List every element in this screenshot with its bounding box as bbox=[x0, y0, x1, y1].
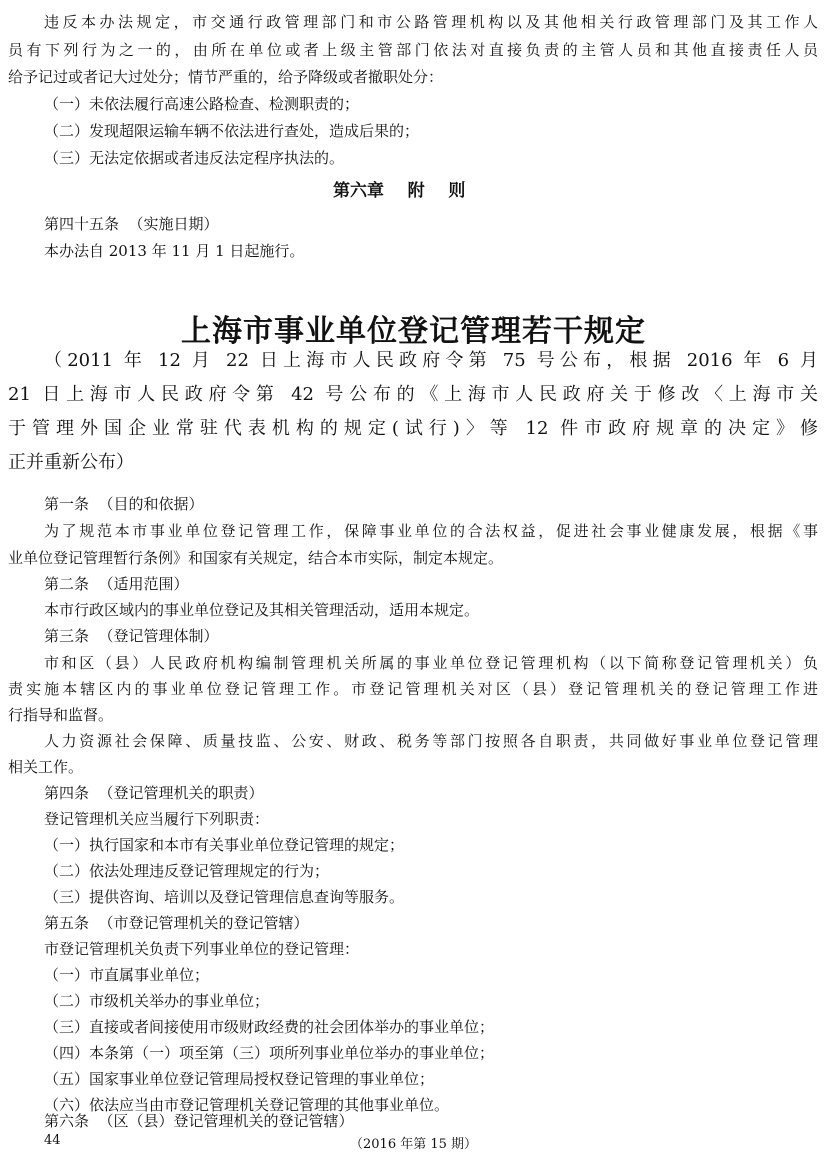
article-5-item-3: （三）直接或者间接使用市级财政经费的社会团体举办的事业单位； bbox=[44, 1018, 495, 1036]
issue-label: （2016 年第 15 期） bbox=[350, 1137, 478, 1152]
article-4-text: 登记管理机关应当履行下列职责： bbox=[44, 810, 270, 828]
article-5-heading: 第五条 （市登记管理机关的登记管辖） bbox=[44, 914, 309, 932]
article-3-text-4: 人力资源社会保障、质量技监、公安、财政、税务等部门按照各自职责，共同做好事业单位登记管理 bbox=[44, 732, 818, 750]
article-1-text-1: 为了规范本市事业单位登记管理工作，保障事业单位的合法权益，促进社会事业健康发展，根据《事 bbox=[44, 522, 818, 540]
article-45-heading: 第四十五条 （实施日期） bbox=[44, 215, 219, 233]
article-45-text: 本办法自 2013 年 11 月 1 日起施行。 bbox=[44, 242, 305, 260]
article-5-item-6: （六）依法应当由市登记管理机关登记管理的其他事业单位。 bbox=[44, 1096, 450, 1114]
article-4-item-3: （三）提供咨询、培训以及登记管理信息查询等服务。 bbox=[44, 888, 405, 906]
publication-line-3: 于管理外国企业常驻代表机构的规定(试行)〉等 12 件市政府规章的决定》修 bbox=[8, 418, 818, 439]
article-4-item-2: （二）依法处理违反登记管理规定的行为； bbox=[44, 862, 330, 880]
article-6-heading: 第六条 （区（县）登记管理机关的登记管辖） bbox=[44, 1112, 354, 1130]
publication-line-4: 正并重新公布） bbox=[8, 452, 134, 473]
page-number: 44 bbox=[44, 1133, 61, 1148]
article-1-heading: 第一条 （目的和依据） bbox=[44, 495, 204, 513]
article-4-heading: 第四条 （登记管理机关的职责） bbox=[44, 784, 264, 802]
article-5-item-4: （四）本条第（一）项至第（三）项所列事业单位举办的事业单位； bbox=[44, 1044, 495, 1062]
publication-line-2: 21 日上海市人民政府令第 42 号公布的《上海市人民政府关于修改〈上海市关 bbox=[8, 384, 818, 405]
top-item-1: （一）未依法履行高速公路检查、检测职责的； bbox=[44, 95, 360, 113]
article-5-text: 市登记管理机关负责下列事业单位的登记管理： bbox=[44, 940, 360, 958]
article-1-text-2: 业单位登记管理暂行条例》和国家有关规定，结合本市实际，制定本规定。 bbox=[8, 549, 504, 567]
article-5-item-5: （五）国家事业单位登记管理局授权登记管理的事业单位； bbox=[44, 1070, 435, 1088]
article-3-text-2: 责实施本辖区内的事业单位登记管理工作。市登记管理机关对区（县）登记管理机关的登记管理工作进 bbox=[8, 680, 818, 698]
document-title: 上海市事业单位登记管理若干规定 bbox=[181, 314, 646, 349]
article-3-text-3: 行指导和监督。 bbox=[8, 706, 114, 724]
article-2-heading: 第二条 （适用范围） bbox=[44, 575, 189, 593]
publication-line-1: （2011 年 12 月 22 日上海市人民政府令第 75 号公布，根据 2016 年 6 月 bbox=[44, 350, 818, 371]
article-5-item-2: （二）市级机关举办的事业单位； bbox=[44, 992, 270, 1010]
article-2-text: 本市行政区域内的事业单位登记及其相关管理活动，适用本规定。 bbox=[44, 601, 480, 619]
article-3-text-1: 市和区（县）人民政府机构编制管理机关所属的事业单位登记管理机构（以下简称登记管理机关）负 bbox=[44, 654, 818, 672]
top-line-2: 员有下列行为之一的，由所在单位或者上级主管部门依法对直接负责的主管人员和其他直接责任人员 bbox=[8, 41, 818, 59]
top-line-3: 给予记过或者记大过处分；情节严重的，给予降级或者撤职处分： bbox=[8, 68, 444, 86]
article-5-item-1: （一）市直属事业单位； bbox=[44, 966, 210, 984]
top-item-2: （二）发现超限运输车辆不依法进行查处，造成后果的； bbox=[44, 122, 420, 140]
article-4-item-1: （一）执行国家和本市有关事业单位登记管理的规定； bbox=[44, 836, 405, 854]
chapter-heading: 第六章 附 则 bbox=[333, 181, 466, 201]
top-item-3: （三）无法定依据或者违反法定程序执法的。 bbox=[44, 149, 345, 167]
top-line-1: 违反本办法规定，市交通行政管理部门和市公路管理机构以及其他相关行政管理部门及其工作人 bbox=[44, 13, 818, 31]
article-3-heading: 第三条 （登记管理体制） bbox=[44, 627, 219, 645]
article-3-text-5: 相关工作。 bbox=[8, 758, 84, 776]
